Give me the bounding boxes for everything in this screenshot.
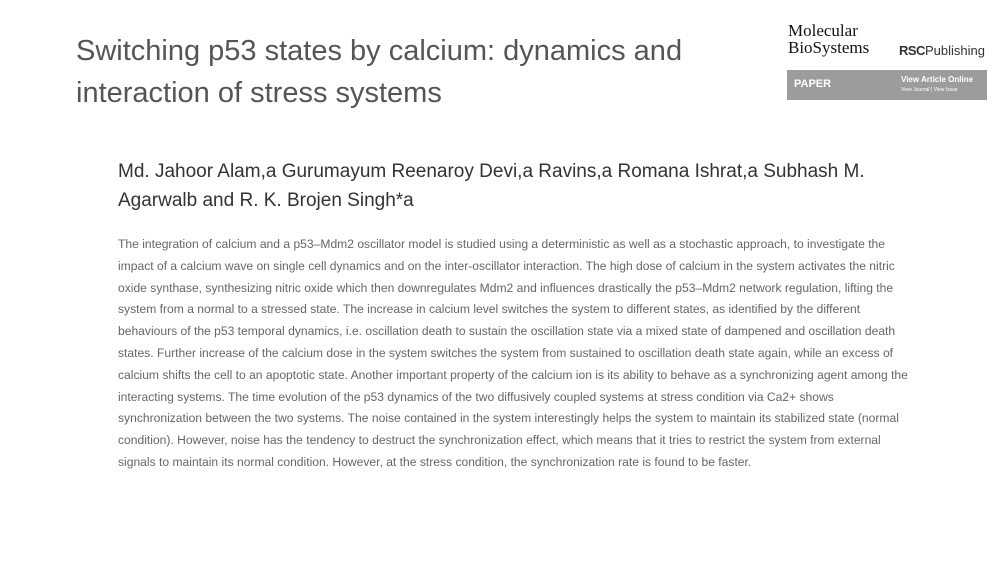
publisher-prefix: RSC <box>899 43 925 58</box>
journal-issue-links[interactable]: View Journal | View Issue <box>901 87 958 93</box>
publisher-suffix: Publishing <box>924 43 985 58</box>
publisher-logo <box>899 43 985 58</box>
view-article-online-link[interactable]: View Article Online <box>901 75 974 84</box>
abstract-text: The integration of calcium and a p53–Mdm2 oscillator model is studied using a deterministic as well as a stochastic approach, to investigate the impact of a calcium wave on single cell dynamics and on the inter-oscillator interaction. The high dose of calcium in the system activates the nitric oxide synthase, synthesizing nitric oxide which then downregulates Mdm2 and influences drastically the p53–Mdm2 network regulation, lifting the system from a normal to a stressed state. The increase in calcium level switches the system to different states, as identified by the different behaviours of the p53 temporal dynamics, i.e. oscillation death to sustain the oscillation state via a mixed state of dampened and oscillation death states. Further increase of the calcium dose in the system switches the system from sustained to oscillation death state again, while an excess of calcium shifts the cell to an apoptotic state. Another important property of the calcium ion is its ability to behave as a synchronizing agent among the interacting systems. The time evolution of the p53 dynamics of the two diffusively coupled systems at stress condition via Ca2+ shows synchronization between the two systems. The noise contained in the system interestingly helps the system to maintain its stabilized state (normal condition). However, noise has the tendency to destruct the synchronization effect, which means that it tries to restrict the system from external signals to maintain its normal condition. However, at the stress condition, the synchronization rate is found to be faster. <box>118 237 908 469</box>
article-title: Switching p53 states by calcium: dynamics and interaction of stress systems <box>76 35 683 109</box>
author-list: Md. Jahoor Alam,a Gurumayum Reenaroy Devi,a Ravins,a Romana Ishrat,a Subhash M. Agarwalb and R. K. Brojen Singh*a <box>118 161 865 211</box>
article-type-bar <box>787 70 987 100</box>
journal-name-line2: BioSystems <box>788 38 870 57</box>
journal-name-line1: Molecular <box>788 21 858 40</box>
journal-logo <box>788 22 869 56</box>
paper-type-label: PAPER <box>794 78 832 90</box>
